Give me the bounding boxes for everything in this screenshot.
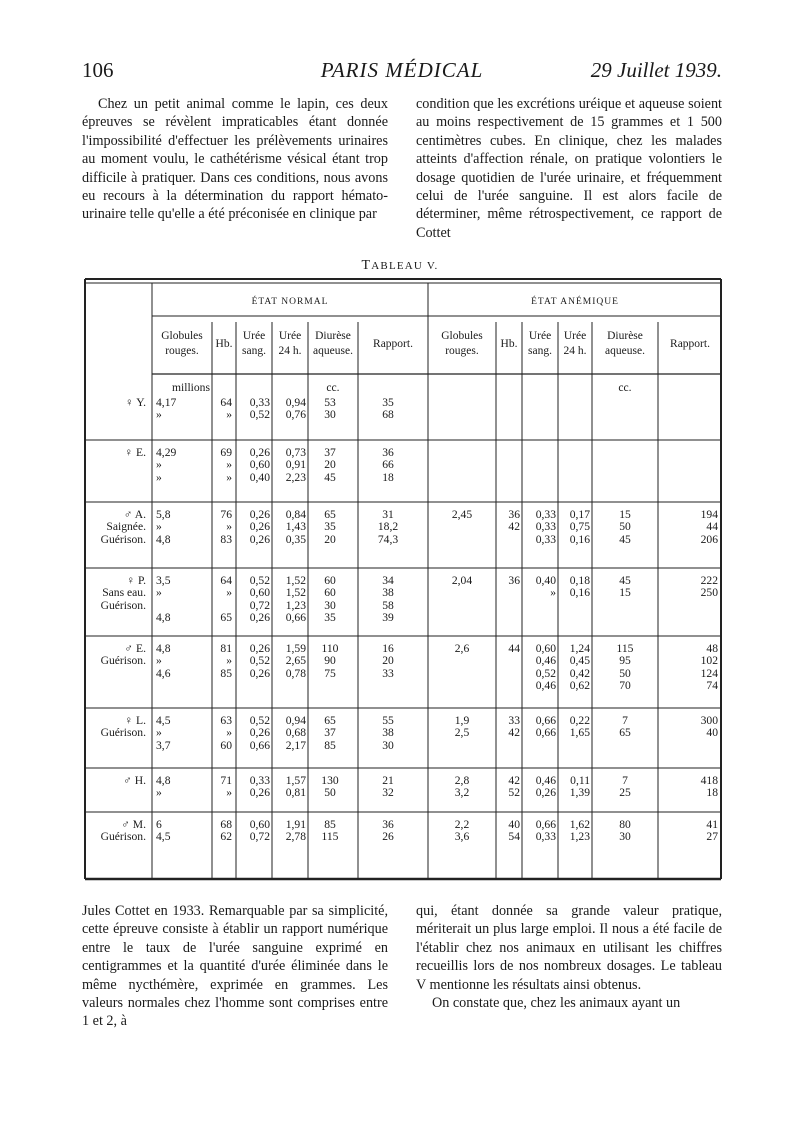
anemic-cell-globules: 2,5 <box>454 726 470 740</box>
anemic-cell-uree-24h: 0,17 <box>569 508 590 521</box>
normal-cell-rapport: 26 <box>382 830 394 844</box>
normal-cell-globules: 4,5 <box>156 830 171 844</box>
animal-label: ♂ M. <box>121 818 146 831</box>
normal-cell-uree-sang: 0,26 <box>249 446 270 459</box>
anemic-cell-uree-24h: 0,62 <box>569 679 590 693</box>
anemic-cell-uree-24h: 1,62 <box>569 818 590 831</box>
normal-cell-hb: 71 <box>220 774 232 787</box>
normal-cell-uree-sang: 0,72 <box>249 830 270 844</box>
normal-cell-uree-24h: 0,76 <box>285 408 306 422</box>
column-header-hb: Hb. <box>500 338 518 350</box>
normal-cell-rapport: 55 <box>382 714 394 727</box>
anemic-cell-globules: 2,8 <box>454 774 470 787</box>
animal-label: Sans eau. <box>102 586 146 600</box>
anemic-cell-diurese: 50 <box>619 666 631 680</box>
normal-cell-hb: 81 <box>220 642 232 655</box>
normal-cell-uree-sang: 0,26 <box>249 666 270 680</box>
normal-cell-globules: 6 <box>156 818 162 831</box>
normal-cell-uree-sang: 0,52 <box>249 654 270 668</box>
anemic-cell-uree-sang: » <box>550 586 556 600</box>
normal-cell-rapport: 38 <box>382 586 394 600</box>
normal-cell-uree-24h: 0,73 <box>285 446 306 459</box>
normal-cell-globules: » <box>156 586 162 600</box>
anemic-cell-diurese: 7 <box>622 774 628 787</box>
normal-cell-uree-sang: 0,72 <box>249 598 270 612</box>
normal-cell-diurese: 37 <box>324 446 336 459</box>
normal-cell-uree-sang: 0,52 <box>249 408 270 422</box>
unit-millions: millions <box>171 381 210 394</box>
normal-cell-uree-24h: 1,52 <box>285 574 306 587</box>
anemic-cell-uree-sang: 0,33 <box>535 520 556 534</box>
anemic-cell-uree-24h: 0,18 <box>569 574 590 587</box>
column-header-diurese: aqueuse. <box>605 345 645 357</box>
anemic-cell-uree-24h: 0,42 <box>569 666 590 680</box>
bottom-left-column <box>82 902 388 1031</box>
normal-cell-hb: 68 <box>220 818 232 831</box>
anemic-cell-rapport: 18 <box>706 786 718 800</box>
normal-cell-diurese: 53 <box>324 396 336 409</box>
normal-cell-hb: » <box>226 470 232 484</box>
normal-cell-diurese: 37 <box>324 726 336 740</box>
normal-cell-uree-24h: 0,35 <box>285 532 306 546</box>
normal-cell-uree-24h: 0,91 <box>285 458 306 472</box>
anemic-cell-rapport: 102 <box>700 654 718 668</box>
normal-cell-uree-24h: 1,23 <box>285 598 306 612</box>
normal-cell-globules: » <box>156 786 162 800</box>
normal-cell-diurese: 50 <box>324 786 336 800</box>
anemic-cell-hb: 54 <box>508 830 520 844</box>
normal-cell-hb: 69 <box>220 446 232 459</box>
normal-cell-hb: 85 <box>220 666 232 680</box>
anemic-cell-globules: 2,04 <box>451 574 473 587</box>
anemic-cell-rapport: 44 <box>706 520 718 534</box>
anemic-cell-uree-sang: 0,33 <box>535 830 556 844</box>
issue-date: 29 Juillet 1939. <box>590 58 722 82</box>
anemic-cell-rapport: 206 <box>700 532 718 546</box>
normal-cell-uree-24h: 1,91 <box>285 818 306 831</box>
unit-cc-anemic: cc. <box>618 381 632 394</box>
anemic-cell-hb: 36 <box>508 508 520 521</box>
anemic-cell-diurese: 15 <box>619 586 631 600</box>
normal-cell-diurese: 35 <box>324 520 336 534</box>
bottom-left-paragraph: Jules Cottet en 1933. Remarquable par sa simplicité, cette épreuve consiste à établir un rapport numérique entre le taux de l'urée sanguine exprimé en centigrammes et la quantité d'urée éliminée dans le même nycthémère, exprimée en grammes. Les valeurs normales chez l'homme sont comprises entre 1 et 2, à <box>82 903 388 1030</box>
anemic-cell-uree-24h: 1,23 <box>569 830 590 844</box>
normal-cell-diurese: 30 <box>324 598 336 612</box>
normal-cell-globules: » <box>156 520 162 534</box>
normal-cell-uree-24h: 2,65 <box>285 654 306 668</box>
column-header-rapport: Rapport. <box>670 338 710 350</box>
normal-cell-uree-sang: 0,26 <box>249 508 270 521</box>
anemic-cell-uree-24h: 0,11 <box>570 774 590 787</box>
normal-cell-rapport: 36 <box>382 446 394 459</box>
normal-cell-hb: 83 <box>220 532 232 546</box>
animal-label: ♀ P. <box>126 574 146 587</box>
normal-cell-hb: 62 <box>220 830 232 844</box>
normal-cell-uree-24h: 0,78 <box>285 666 306 680</box>
anemic-cell-uree-sang: 0,33 <box>535 508 556 521</box>
normal-cell-diurese: 30 <box>324 408 336 422</box>
bottom-right-column <box>416 902 722 1012</box>
anemic-cell-uree-24h: 0,16 <box>569 532 590 546</box>
normal-cell-rapport: 74,3 <box>377 532 399 546</box>
normal-cell-globules: 4,29 <box>156 446 177 459</box>
anemic-cell-hb: 40 <box>508 818 520 831</box>
animal-label: Guérison. <box>100 532 146 546</box>
normal-cell-rapport: 21 <box>382 774 394 787</box>
animal-label: ♀ Y. <box>125 396 146 409</box>
normal-cell-rapport: 34 <box>382 574 394 587</box>
normal-cell-uree-sang: 0,52 <box>249 714 270 727</box>
normal-cell-uree-sang: 0,60 <box>249 586 270 600</box>
normal-cell-diurese: 85 <box>324 818 336 831</box>
anemic-cell-rapport: 124 <box>700 666 718 680</box>
column-header-uree-24h: Urée <box>278 330 302 342</box>
anemic-cell-uree-sang: 0,46 <box>535 679 556 693</box>
normal-cell-uree-24h: 2,23 <box>285 470 306 484</box>
normal-cell-diurese: 35 <box>324 611 336 625</box>
normal-cell-uree-sang: 0,26 <box>249 642 270 655</box>
anemic-cell-rapport: 300 <box>700 714 718 727</box>
normal-cell-uree-sang: 0,33 <box>249 774 270 787</box>
anemic-cell-uree-sang: 0,26 <box>535 786 556 800</box>
anemic-cell-diurese: 30 <box>619 830 631 844</box>
anemic-cell-globules: 3,6 <box>454 830 470 844</box>
normal-cell-rapport: 36 <box>382 818 394 831</box>
anemic-cell-hb: 33 <box>508 714 520 727</box>
anemic-cell-uree-sang: 0,40 <box>535 574 556 587</box>
normal-cell-uree-24h: 0,84 <box>285 508 306 521</box>
normal-cell-hb: 65 <box>220 611 232 625</box>
normal-cell-uree-sang: 0,60 <box>249 818 270 831</box>
anemic-cell-uree-24h: 1,65 <box>569 726 590 740</box>
anemic-cell-diurese: 80 <box>619 818 631 831</box>
normal-cell-globules: 4,6 <box>156 666 171 680</box>
anemic-cell-uree-sang: 0,52 <box>535 666 556 680</box>
anemic-cell-uree-24h: 0,75 <box>569 520 590 534</box>
anemic-cell-hb: 36 <box>508 574 520 587</box>
normal-cell-hb: » <box>226 726 232 740</box>
anemic-cell-diurese: 45 <box>619 532 631 546</box>
normal-cell-diurese: 60 <box>324 574 336 587</box>
column-header-uree-24h: Urée <box>563 330 587 342</box>
running-header <box>82 58 722 88</box>
normal-cell-uree-sang: 0,26 <box>249 611 270 625</box>
anemic-cell-hb: 44 <box>508 642 520 655</box>
anemic-cell-diurese: 115 <box>616 642 634 655</box>
normal-cell-rapport: 58 <box>382 598 394 612</box>
anemic-cell-globules: 3,2 <box>454 786 470 800</box>
normal-cell-uree-sang: 0,60 <box>249 458 270 472</box>
anemic-cell-uree-sang: 0,33 <box>535 532 556 546</box>
normal-cell-hb: » <box>226 408 232 422</box>
normal-cell-hb: 64 <box>220 396 232 409</box>
animal-label: Saignée. <box>106 520 146 534</box>
normal-cell-hb: » <box>226 458 232 472</box>
normal-cell-rapport: 32 <box>382 786 394 800</box>
anemic-cell-hb: 52 <box>508 786 520 800</box>
anemic-cell-rapport: 40 <box>706 726 718 740</box>
anemic-cell-uree-24h: 1,24 <box>569 642 590 655</box>
page-number: 106 <box>82 58 114 82</box>
column-header-globules: rouges. <box>445 345 479 357</box>
normal-cell-uree-24h: 2,17 <box>285 738 306 752</box>
anemic-cell-rapport: 74 <box>706 679 718 693</box>
anemic-cell-diurese: 95 <box>619 654 631 668</box>
column-header-diurese: aqueuse. <box>313 345 353 357</box>
normal-cell-rapport: 35 <box>382 396 394 409</box>
unit-cc-normal: cc. <box>326 381 340 394</box>
normal-cell-globules: 4,17 <box>156 396 177 409</box>
section-header-anemic: ÉTAT ANÉMIQUE <box>531 297 619 307</box>
column-header-hb: Hb. <box>215 338 233 350</box>
normal-cell-diurese: 20 <box>324 532 336 546</box>
normal-cell-rapport: 18 <box>382 470 394 484</box>
normal-cell-uree-24h: 1,59 <box>285 642 306 655</box>
column-header-uree-sang: Urée <box>242 330 266 342</box>
normal-cell-globules: 5,8 <box>156 508 171 521</box>
normal-cell-diurese: 45 <box>324 470 336 484</box>
normal-cell-hb: 64 <box>220 574 232 587</box>
top-left-column <box>82 95 388 224</box>
animal-label: Guérison. <box>100 598 146 612</box>
normal-cell-rapport: 33 <box>382 666 394 680</box>
bottom-right-paragraph-1: qui, étant donnée sa grande valeur pratique, mériterait un plus large emploi. Il nous a été facile de l'établir chez nos animaux en utilisant les chiffres recueillis lors de nos nombreux dosages. Le tableau V mentionne les résultats ainsi obtenus. <box>416 903 722 993</box>
anemic-cell-globules: 2,45 <box>451 508 473 521</box>
anemic-cell-rapport: 194 <box>700 508 718 521</box>
anemic-cell-uree-24h: 1,39 <box>569 786 590 800</box>
normal-cell-globules: 4,8 <box>156 611 171 625</box>
anemic-cell-uree-sang: 0,66 <box>535 818 556 831</box>
column-header-globules: Globules <box>441 330 483 342</box>
animal-label: ♀ L. <box>124 714 146 727</box>
normal-cell-uree-24h: 0,94 <box>285 714 306 727</box>
normal-cell-uree-sang: 0,66 <box>249 738 270 752</box>
anemic-cell-hb: 42 <box>508 726 520 740</box>
results-table <box>84 278 722 882</box>
normal-cell-diurese: 60 <box>324 586 336 600</box>
anemic-cell-rapport: 250 <box>700 586 718 600</box>
table-title: TABLEAU V. <box>361 258 439 273</box>
column-header-uree-sang: sang. <box>242 345 266 357</box>
bottom-right-paragraph-2: On constate que, chez les animaux ayant un <box>432 995 681 1012</box>
normal-cell-hb: » <box>226 520 232 534</box>
animal-label: Guérison. <box>100 726 146 740</box>
anemic-cell-rapport: 48 <box>706 642 718 655</box>
column-header-globules: Globules <box>161 330 203 342</box>
top-right-paragraph: condition que les excrétions uréique et aqueuse soient au moins respectivement de 15 grammes et 1 500 centimètres cubes. En clinique, chez les malades atteints d'affection rénale, on pratique volontiers le dosage quotidien de l'urée urinaire, et fréquemment celui de l'urée sanguine. Il est alors facile de déterminer, même rétrospectivement, ce rapport de Cottet <box>416 96 722 241</box>
anemic-cell-uree-sang: 0,66 <box>535 714 556 727</box>
column-header-globules: rouges. <box>165 345 199 357</box>
normal-cell-rapport: 30 <box>382 738 394 752</box>
anemic-cell-uree-sang: 0,60 <box>535 642 556 655</box>
normal-cell-diurese: 20 <box>324 458 336 472</box>
anemic-cell-diurese: 15 <box>619 508 631 521</box>
anemic-cell-diurese: 70 <box>619 679 631 693</box>
anemic-cell-uree-sang: 0,66 <box>535 726 556 740</box>
anemic-cell-rapport: 41 <box>706 818 718 831</box>
normal-cell-globules: 3,5 <box>156 574 171 587</box>
anemic-cell-hb: 42 <box>508 520 520 534</box>
normal-cell-uree-sang: 0,52 <box>249 574 270 587</box>
anemic-cell-uree-sang: 0,46 <box>535 654 556 668</box>
normal-cell-globules: 4,8 <box>156 774 171 787</box>
normal-cell-diurese: 85 <box>324 738 336 752</box>
anemic-cell-diurese: 7 <box>622 714 628 727</box>
anemic-cell-globules: 2,2 <box>454 818 470 831</box>
normal-cell-uree-sang: 0,33 <box>249 396 270 409</box>
animal-label: ♂ A. <box>123 508 146 521</box>
normal-cell-uree-sang: 0,26 <box>249 786 270 800</box>
normal-cell-globules: » <box>156 470 162 484</box>
normal-cell-hb: 76 <box>220 508 232 521</box>
normal-cell-uree-sang: 0,26 <box>249 726 270 740</box>
animal-label: ♂ H. <box>123 774 146 787</box>
normal-cell-globules: 4,8 <box>156 642 171 655</box>
normal-cell-rapport: 68 <box>382 408 394 422</box>
normal-cell-uree-24h: 1,57 <box>285 774 306 787</box>
normal-cell-globules: » <box>156 408 162 422</box>
anemic-cell-diurese: 25 <box>619 786 631 800</box>
normal-cell-diurese: 65 <box>324 714 336 727</box>
normal-cell-hb: 60 <box>220 738 232 752</box>
column-header-uree-24h: 24 h. <box>278 345 302 357</box>
column-header-diurese: Diurèse <box>607 330 643 342</box>
normal-cell-hb: » <box>226 654 232 668</box>
anemic-cell-diurese: 65 <box>619 726 631 740</box>
normal-cell-rapport: 38 <box>382 726 394 740</box>
normal-cell-diurese: 115 <box>321 830 339 844</box>
normal-cell-globules: » <box>156 654 162 668</box>
normal-cell-rapport: 39 <box>382 611 394 625</box>
normal-cell-diurese: 130 <box>321 774 339 787</box>
normal-cell-globules: 3,7 <box>156 738 171 752</box>
normal-cell-uree-24h: 0,81 <box>285 786 306 800</box>
anemic-cell-diurese: 45 <box>619 574 631 587</box>
normal-cell-globules: » <box>156 726 162 740</box>
section-header-normal: ÉTAT NORMAL <box>251 297 329 307</box>
anemic-cell-uree-sang: 0,46 <box>535 774 556 787</box>
normal-cell-globules: 4,5 <box>156 714 171 727</box>
anemic-cell-hb: 42 <box>508 774 520 787</box>
column-header-diurese: Diurèse <box>315 330 351 342</box>
normal-cell-rapport: 31 <box>382 508 394 521</box>
column-header-uree-sang: sang. <box>528 345 552 357</box>
animal-label: Guérison. <box>100 654 146 668</box>
normal-cell-hb: » <box>226 786 232 800</box>
top-right-column <box>416 95 722 242</box>
normal-cell-uree-sang: 0,26 <box>249 520 270 534</box>
normal-cell-rapport: 18,2 <box>377 520 399 534</box>
anemic-cell-rapport: 27 <box>706 830 718 844</box>
column-header-uree-sang: Urée <box>528 330 552 342</box>
normal-cell-rapport: 16 <box>382 642 394 655</box>
normal-cell-hb: 63 <box>220 714 232 727</box>
animal-label: Guérison. <box>100 830 146 844</box>
journal-title: PARIS MÉDICAL <box>320 58 484 82</box>
animal-label: ♀ E. <box>124 446 146 459</box>
normal-cell-globules: » <box>156 458 162 472</box>
column-header-uree-24h: 24 h. <box>563 345 587 357</box>
normal-cell-diurese: 90 <box>324 654 336 668</box>
normal-cell-uree-sang: 0,26 <box>249 532 270 546</box>
anemic-cell-globules: 2,6 <box>454 642 470 655</box>
normal-cell-uree-sang: 0,40 <box>249 470 270 484</box>
animal-label: ♂ E. <box>124 642 146 655</box>
anemic-cell-uree-24h: 0,16 <box>569 586 590 600</box>
anemic-cell-rapport: 222 <box>700 574 718 587</box>
normal-cell-diurese: 110 <box>321 642 339 655</box>
normal-cell-uree-24h: 0,94 <box>285 396 306 409</box>
normal-cell-uree-24h: 2,78 <box>285 830 306 844</box>
column-header-rapport: Rapport. <box>373 338 413 350</box>
normal-cell-uree-24h: 0,68 <box>285 726 306 740</box>
anemic-cell-globules: 1,9 <box>454 714 470 727</box>
anemic-cell-uree-24h: 0,22 <box>569 714 590 727</box>
top-left-paragraph: Chez un petit animal comme le lapin, ces deux épreuves se révèlent impraticables étant donnée l'impossibilité d'effectuer les prélèvements urinaires au moment voulu, le cathétérisme vésical étant trop difficile à pratiquer. Dans ces conditions, nous avons eu recours à la détermination du rapport hémato-urinaire telle qu'elle a été préconisée en clinique par <box>82 96 388 223</box>
normal-cell-uree-24h: 0,66 <box>285 611 306 625</box>
normal-cell-rapport: 66 <box>382 458 394 472</box>
anemic-cell-diurese: 50 <box>619 520 631 534</box>
normal-cell-diurese: 65 <box>324 508 336 521</box>
normal-cell-globules: 4,8 <box>156 532 171 546</box>
normal-cell-uree-24h: 1,43 <box>285 520 306 534</box>
normal-cell-rapport: 20 <box>382 654 394 668</box>
normal-cell-diurese: 75 <box>324 666 336 680</box>
anemic-cell-uree-24h: 0,45 <box>569 654 590 668</box>
normal-cell-uree-24h: 1,52 <box>285 586 306 600</box>
normal-cell-hb: » <box>226 586 232 600</box>
anemic-cell-rapport: 418 <box>700 774 718 787</box>
